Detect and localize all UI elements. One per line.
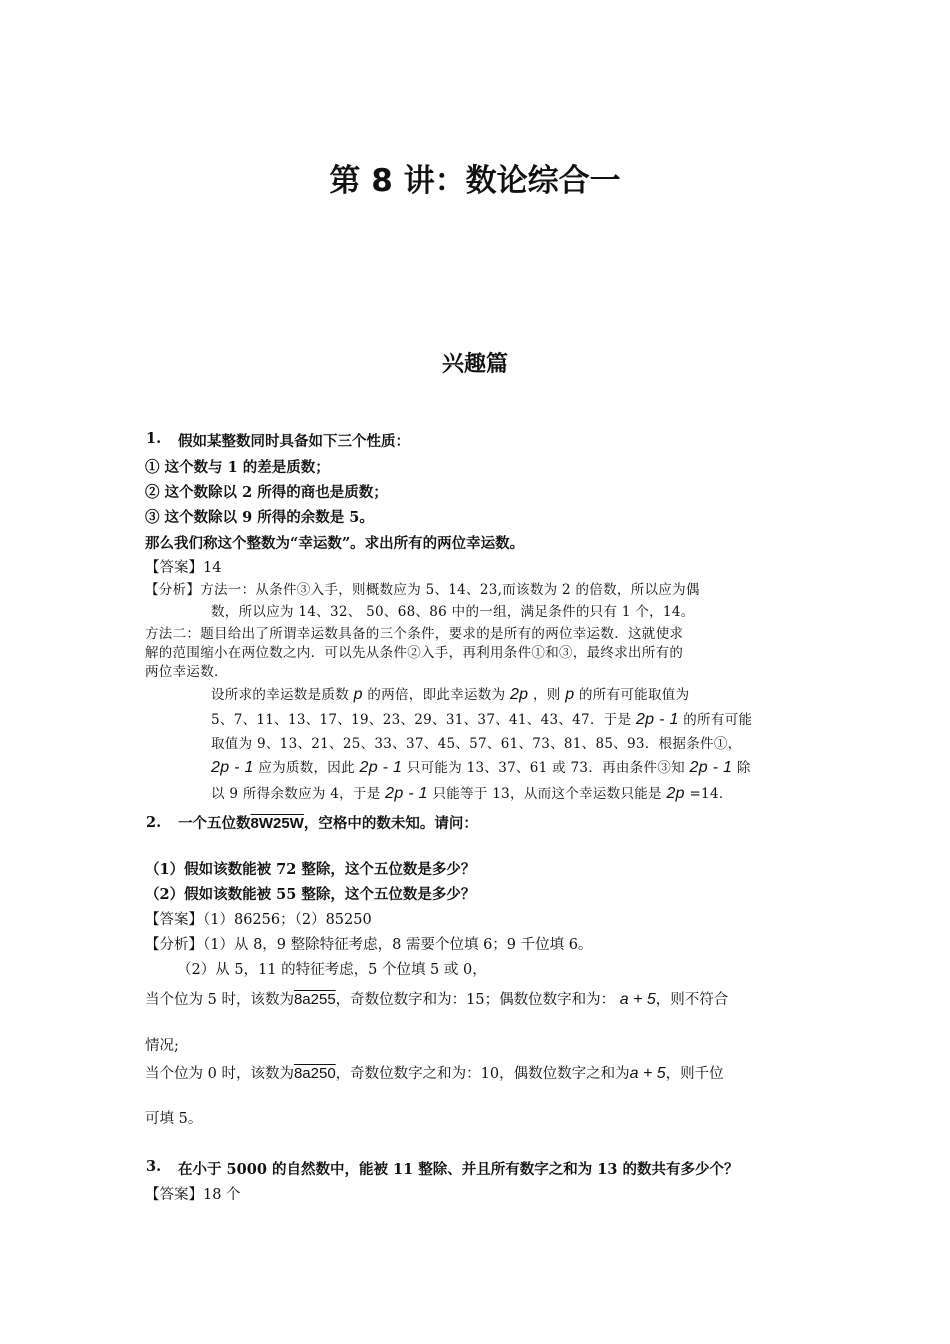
method2-line: 解的范围缩小在两位数之内．可以先从条件②入手，再利用条件①和③，最终求出所有的 [145, 645, 684, 661]
math-2p: 2p [509, 686, 529, 703]
case-text: 当个位为 5 时，该数为 [145, 992, 294, 1008]
derivation-text: 以 9 所得余数应为 4，于是 [211, 786, 381, 802]
math-2p-minus-1: 2p - 1 [211, 759, 254, 776]
question-stem [178, 812, 478, 833]
derivation-text: 只能等于 13，从而这个幸运数只能是 [432, 786, 662, 802]
derivation-text: 只可能为 13、37、61 或 73．再由条件③知 [406, 760, 685, 776]
derivation-text: ，则 [532, 687, 561, 703]
case-line: 可填 5。 [145, 1111, 203, 1127]
method2-line: 两位幸运数． [145, 664, 228, 680]
derivation-line: 取值为 9、13、21、25、33、37、45、57、61、73、81、85、93．根据条件①， [211, 736, 742, 752]
math-2p-minus-1: 2p - 1 [635, 711, 679, 728]
math-a-plus-5: a + 5 [619, 991, 656, 1008]
case-text: ，则千位 [665, 1066, 724, 1082]
condition-3: ③ 这个数除以 9 所得的余数是 5。 [145, 509, 374, 526]
derivation-text: 的所有可能 [683, 712, 753, 728]
sub-question-1: （1）假如该数能被 72 整除，这个五位数是多少？ [145, 861, 476, 878]
derivation-text: 设所求的幸运数是质数 [211, 687, 349, 703]
analysis-line: 数，所以应为 14、32、 50、68、86 中的一组，满足条件的只有 1 个，14。 [211, 604, 695, 620]
derivation-line [211, 782, 733, 803]
analysis-line: 【分析】（1）从 8，9 整除特征考虑，8 需要个位填 6；9 千位填 6。 [145, 937, 593, 953]
case-line [145, 988, 728, 1009]
method2-line: 方法二：题目给出了所谓幸运数具备的三个条件，要求的是所有的两位幸运数．这就使求 [145, 626, 684, 642]
stem-text: 一个五位数 [178, 815, 251, 832]
case-line [145, 1062, 724, 1083]
case-text: ，奇数位数字和为：15；偶数位数字和为： [335, 992, 616, 1008]
math-2p-minus-1: 2p - 1 [689, 759, 733, 776]
lesson-title: 第 8 讲：数论综合一 [329, 163, 621, 199]
question-ask: 那么我们称这个整数为“幸运数”。求出所有的两位幸运数。 [145, 535, 525, 552]
derivation-line [211, 756, 751, 777]
analysis-line: （2）从 5，11 的特征考虑，5 个位填 5 或 0， [177, 962, 487, 978]
answer: 【答案】14 [145, 560, 222, 576]
case-text: ，奇数位数字之和为：10，偶数位数字之和为 [335, 1066, 630, 1082]
number-8a255: 8a255 [293, 991, 336, 1008]
derivation-text: =14． [689, 786, 733, 802]
case-text: 当个位为 0 时，该数为 [145, 1066, 294, 1082]
five-digit-number: 8W25W [250, 815, 304, 832]
derivation-text: 除 [736, 760, 751, 776]
case-text: ，则不符合 [655, 992, 729, 1008]
stem-text: ，空格中的数未知。请问： [303, 815, 478, 832]
derivation-line [211, 683, 689, 704]
answer: 【答案】（1）86256；（2）85250 [145, 912, 372, 928]
derivation-text: 应为质数，因此 [258, 760, 355, 776]
derivation-text: 5、7、11、13、17、19、23、29、31、37、41、43、47．于是 [211, 712, 632, 728]
math-p: p [565, 686, 575, 703]
condition-1: ① 这个数与 1 的差是质数； [145, 459, 330, 476]
math-2p-minus-1: 2p - 1 [385, 785, 428, 802]
question-stem: 在小于 5000 的自然数中，能被 11 整除、并且所有数字之和为 13 的数共有多少个？ [178, 1161, 739, 1178]
math-2p-minus-1: 2p - 1 [359, 759, 403, 776]
case-line: 情况; [145, 1038, 179, 1054]
derivation-text: 的两倍，即此幸运数为 [367, 687, 506, 703]
question-number: 1. [146, 430, 162, 447]
math-2p: 2p [666, 785, 685, 802]
sub-question-2: （2）假如该数能被 55 整除，这个五位数是多少？ [145, 886, 476, 903]
section-heading: 兴趣篇 [441, 352, 508, 377]
question-stem: 假如某整数同时具备如下三个性质： [178, 433, 410, 450]
derivation-text: 的所有可能取值为 [578, 687, 690, 703]
condition-2: ② 这个数除以 2 所得的商也是质数； [145, 484, 388, 501]
analysis-line: 【分析】方法一：从条件③入手，则概数应为 5、14、23,而该数为 2 的倍数，所以应为偶 [145, 582, 700, 598]
number-8a250: 8a250 [293, 1065, 336, 1082]
question-number: 3. [146, 1158, 162, 1175]
math-p: p [353, 686, 363, 703]
derivation-line [211, 708, 752, 729]
question-number: 2. [146, 814, 162, 831]
answer: 【答案】18 个 [145, 1187, 241, 1203]
math-a-plus-5: a + 5 [629, 1065, 666, 1082]
